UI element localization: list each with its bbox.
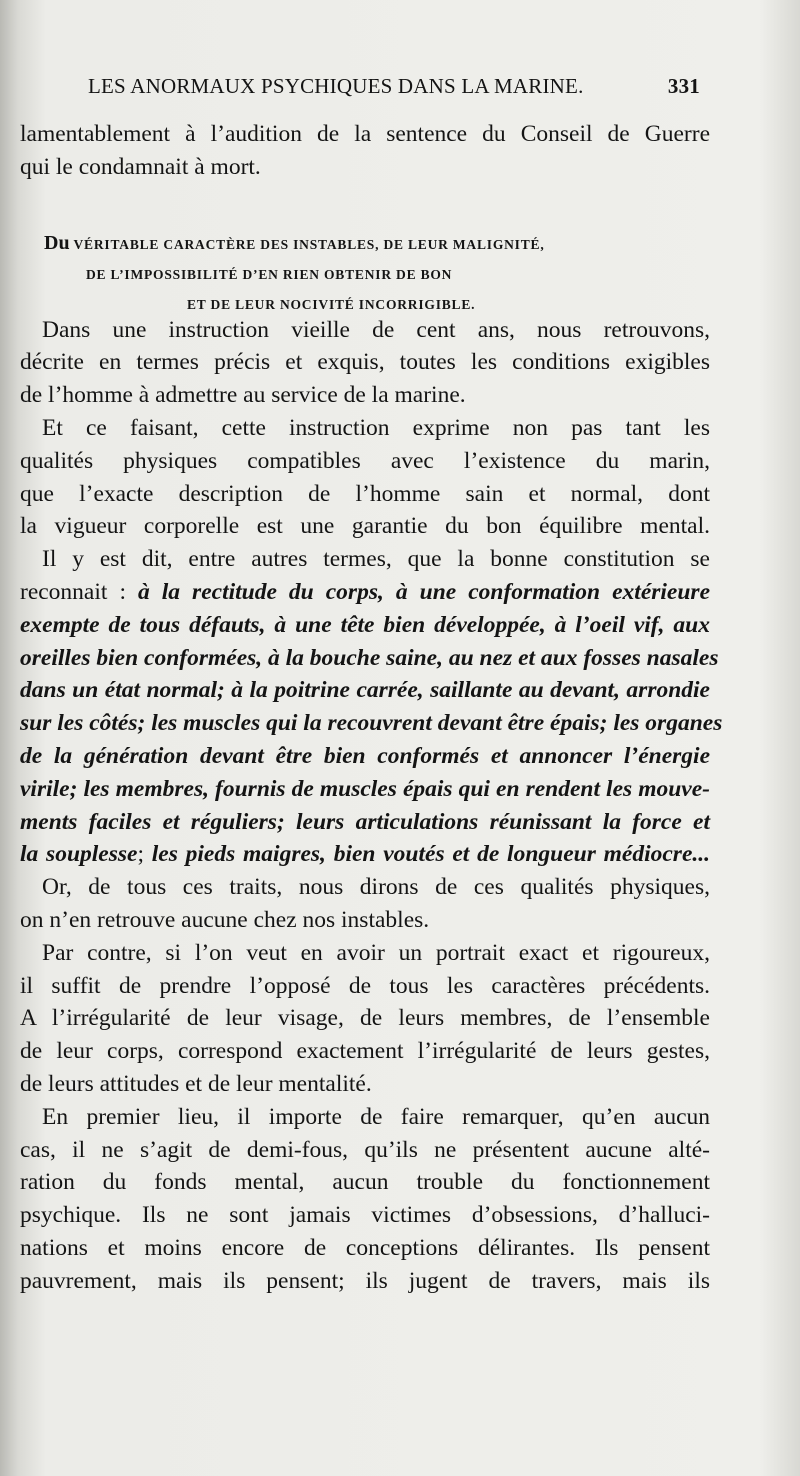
- text-line: on n’en retrouve aucune chez nos instables.: [20, 906, 430, 933]
- text-line: cas, il ne s’agit de demi-fous, qu’ils ne présentent aucune alté-: [20, 1136, 710, 1163]
- italic-text-line: sur les côtés; les muscles qui la recouvrent devant être épais; les organes: [20, 710, 723, 737]
- text-line: A l’irrégularité de leur visage, de leurs membres, de l’ensemble: [20, 1005, 710, 1032]
- running-title: LES ANORMAUX PSYCHIQUES DANS LA MARINE.: [88, 74, 584, 98]
- italic-text-line: dans un état normal; à la poitrine carrée, saillante au devant, arrondie: [20, 677, 710, 704]
- text-line: Il y est dit, entre autres termes, que la bonne constitution se: [42, 546, 710, 573]
- section-heading-line-1: Du VÉRITABLE CARACTÈRE DES INSTABLES, DE LEUR MALIGNITÉ,: [44, 232, 545, 254]
- text-line: que l’exacte description de l’homme sain et normal, dont: [20, 480, 710, 507]
- text-line: qui le condamnait à mort.: [20, 153, 261, 180]
- italic-text-line: oreilles bien conformées, à la bouche saine, au nez et aux fosses nasales: [20, 644, 719, 671]
- italic-text-line: de la génération devant être bien conformés et annoncer l’énergie: [20, 742, 710, 769]
- text-line: En premier lieu, il importe de faire remarquer, qu’en aucun: [42, 1103, 710, 1130]
- text-line: Dans une instruction vieille de cent ans, nous retrouvons,: [42, 316, 710, 343]
- text-line: ration du fonds mental, aucun trouble du fonctionnement: [20, 1169, 710, 1196]
- italic-text-line: virile; les membres, fournis de muscles épais qui en rendent les mouve-: [20, 775, 710, 802]
- text-line: de leurs attitudes et de leur mentalité.: [20, 1070, 372, 1097]
- text-line: pauvrement, mais ils pensent; ils jugent de travers, mais ils: [20, 1267, 710, 1294]
- body-text: [20, 118, 723, 1298]
- text-line: de l’homme à admettre au service de la marine.: [20, 382, 466, 409]
- text-line: de leur corps, correspond exactement l’irrégularité de leurs gestes,: [20, 1038, 710, 1065]
- page-number: 331: [667, 74, 700, 98]
- section-heading-line-2: DE L’IMPOSSIBILITÉ D’EN RIEN OBTENIR DE BON: [86, 267, 453, 282]
- italic-text-line: exempte de tous défauts, à une tête bien développée, à l’oeil vif, aux: [20, 611, 710, 638]
- section-heading-line-3: ET DE LEUR NOCIVITÉ INCORRIGIBLE.: [187, 297, 476, 312]
- italic-text-line: ments faciles et réguliers; leurs articulations réunissant la force et: [20, 808, 710, 835]
- text-line: psychique. Ils ne sont jamais victimes d’obsessions, d’halluci-: [20, 1202, 710, 1229]
- heading-spacer: [20, 184, 710, 314]
- text-line: qualités physiques compatibles avec l’existence du marin,: [20, 447, 710, 474]
- text-line: reconnait : à la rectitude du corps, à une conformation extérieure: [20, 578, 710, 605]
- text-line: la souplesse; les pieds maigres, bien voutés et de longueur médiocre...: [20, 841, 710, 868]
- text-line: nations et moins encore de conceptions délirantes. Ils pensent: [20, 1234, 710, 1261]
- text-line: lamentablement à l’audition de la sentence du Conseil de Guerre: [20, 121, 710, 147]
- text-line: Et ce faisant, cette instruction exprime non pas tant les: [42, 414, 710, 441]
- text-line: la vigueur corporelle est une garantie du bon équilibre mental.: [20, 513, 710, 540]
- text-line: Par contre, si l’on veut en avoir un portrait exact et rigoureux,: [42, 939, 710, 966]
- text-line: il suffit de prendre l’opposé de tous les caractères précédents.: [20, 972, 710, 999]
- text-line: Or, de tous ces traits, nous dirons de ces qualités physiques,: [42, 874, 710, 901]
- text-line: décrite en termes précis et exquis, toutes les conditions exigibles: [20, 349, 710, 376]
